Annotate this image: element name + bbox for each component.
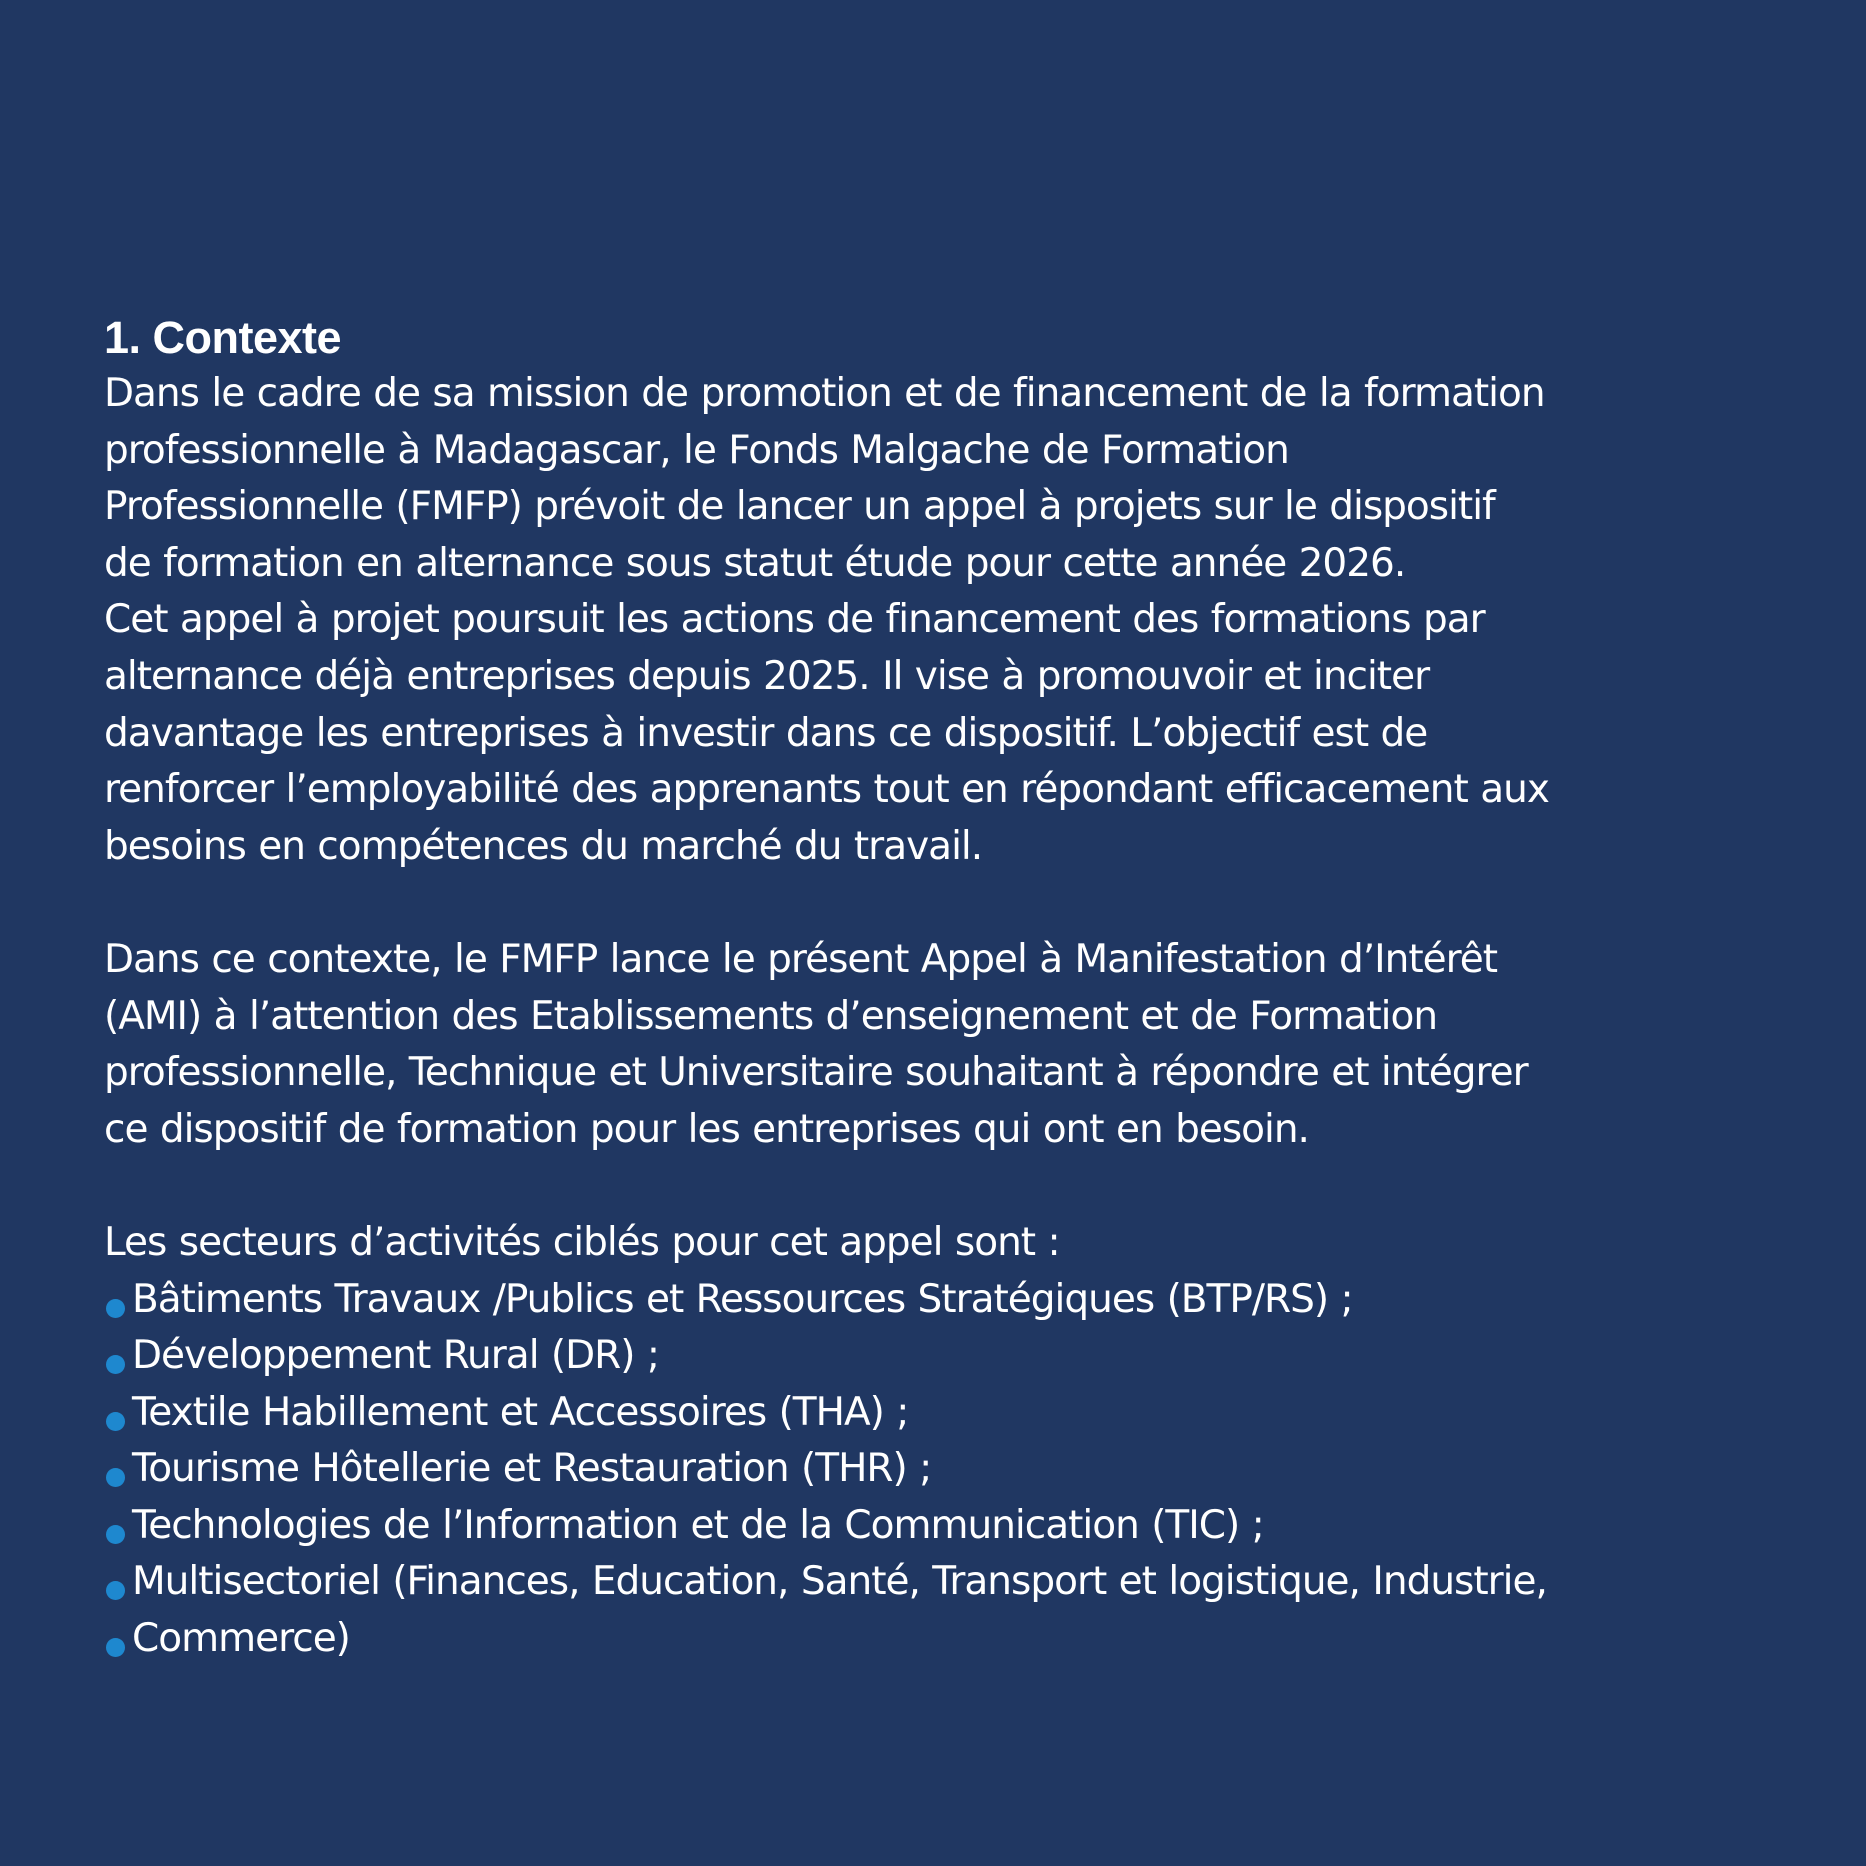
paragraph-line: ce dispositif de formation pour les entreprises qui ont en besoin. bbox=[104, 1106, 1309, 1152]
sector-label: Développement Rural (DR) ; bbox=[132, 1333, 660, 1379]
bullet-icon bbox=[106, 1355, 125, 1374]
list-item bbox=[104, 1385, 1804, 1442]
paragraph-line: Dans ce contexte, le FMFP lance le présent Appel à Manifestation d’Intérêt bbox=[104, 936, 1498, 982]
bullet-icon bbox=[106, 1412, 125, 1431]
list-item bbox=[104, 1554, 1804, 1611]
sector-label: Multisectoriel (Finances, Education, Santé, Transport et logistique, Industrie, bbox=[132, 1559, 1547, 1605]
sector-label: Textile Habillement et Accessoires (THA) ; bbox=[132, 1389, 909, 1435]
sectors-intro: Les secteurs d’activités ciblés pour cet appel sont : bbox=[104, 1219, 1060, 1265]
paragraph-line: besoins en compétences du marché du travail. bbox=[104, 823, 983, 869]
paragraph-line: de formation en alternance sous statut étude pour cette année 2026. bbox=[104, 540, 1406, 586]
paragraph-line: Dans le cadre de sa mission de promotion et de financement de la formation bbox=[104, 371, 1545, 416]
paragraph-line: Professionnelle (FMFP) prévoit de lancer un appel à projets sur le dispositif bbox=[104, 484, 1495, 530]
sector-label: Bâtiments Travaux /Publics et Ressources Stratégiques (BTP/RS) ; bbox=[132, 1276, 1353, 1322]
paragraph-line: Cet appel à projet poursuit les actions de financement des formations par bbox=[104, 597, 1485, 643]
bullet-icon bbox=[106, 1581, 125, 1600]
sectors-list bbox=[104, 1272, 1804, 1668]
sector-label: Tourisme Hôtellerie et Restauration (THR) ; bbox=[132, 1446, 932, 1492]
sector-label: Commerce) bbox=[132, 1616, 350, 1662]
list-item bbox=[104, 1441, 1804, 1498]
paragraph-line: professionnelle, Technique et Universitaire souhaitant à répondre et intégrer bbox=[104, 1050, 1528, 1096]
paragraph-spacer bbox=[104, 875, 1804, 932]
bullet-icon bbox=[106, 1468, 125, 1487]
paragraph-line: alternance déjà entreprises depuis 2025. Il vise à promouvoir et inciter bbox=[104, 653, 1430, 699]
list-item bbox=[104, 1272, 1804, 1329]
context-paragraph-2 bbox=[104, 932, 1804, 1158]
paragraph-line: (AMI) à l’attention des Etablissements d’enseignement et de Formation bbox=[104, 993, 1438, 1039]
context-section bbox=[104, 310, 1804, 1668]
paragraph-line: davantage les entreprises à investir dans ce dispositif. L’objectif est de bbox=[104, 710, 1428, 756]
list-item bbox=[104, 1611, 1804, 1668]
context-paragraph-1 bbox=[104, 366, 1804, 875]
paragraph-line: renforcer l’employabilité des apprenants tout en répondant efficacement aux bbox=[104, 767, 1549, 813]
bullet-icon bbox=[106, 1525, 125, 1544]
list-item bbox=[104, 1328, 1804, 1385]
paragraph-spacer bbox=[104, 1158, 1804, 1215]
paragraph-line: professionnelle à Madagascar, le Fonds Malgache de Formation bbox=[104, 427, 1289, 473]
section-title: 1. Contexte bbox=[104, 312, 342, 363]
bullet-icon bbox=[106, 1638, 125, 1657]
bullet-icon bbox=[106, 1299, 125, 1318]
list-item bbox=[104, 1498, 1804, 1555]
sector-label: Technologies de l’Information et de la Communication (TIC) ; bbox=[132, 1502, 1264, 1548]
